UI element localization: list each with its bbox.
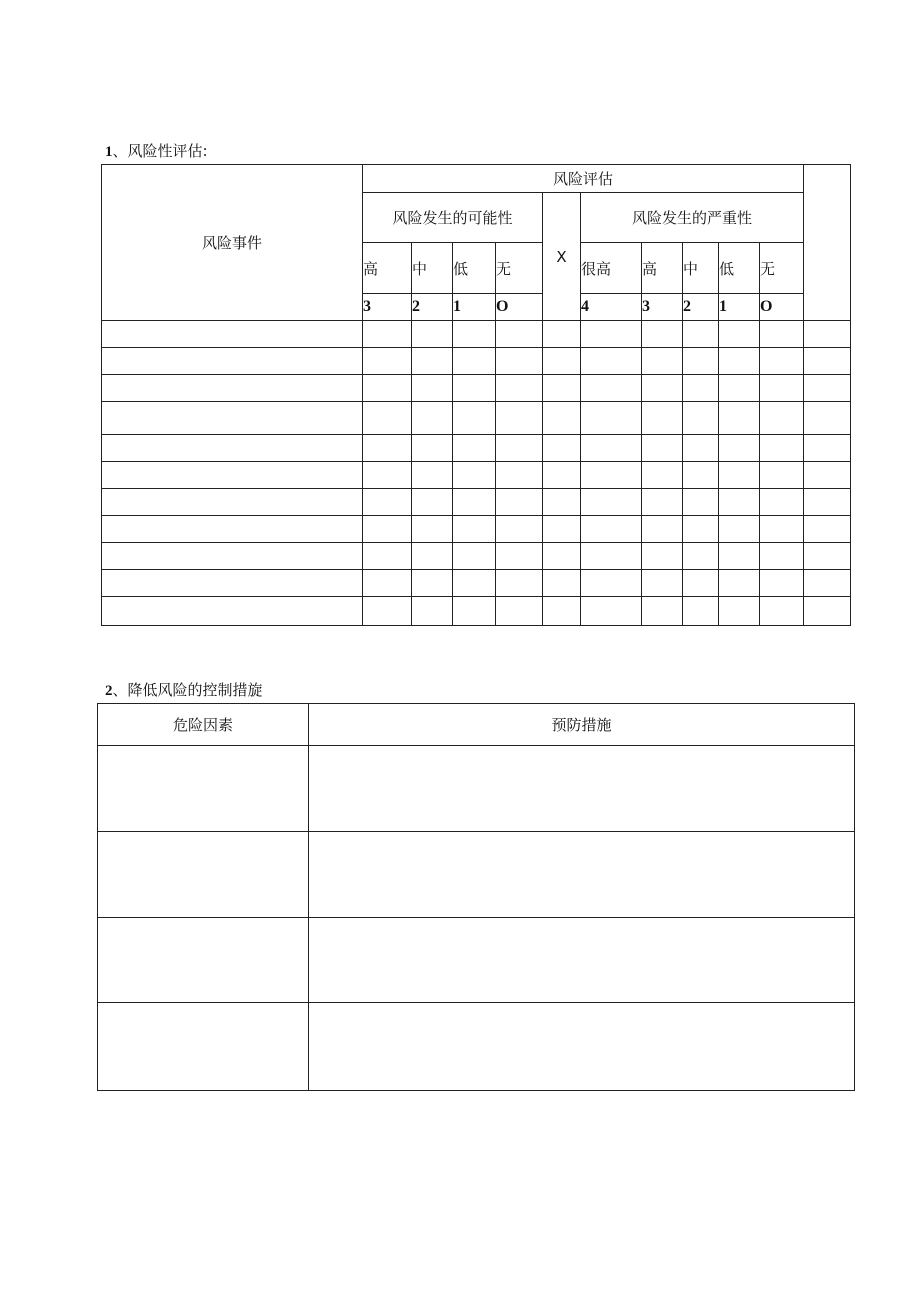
risk-score-cell[interactable] [496, 435, 543, 462]
risk-score-cell[interactable] [804, 570, 851, 597]
risk-score-cell[interactable] [412, 462, 453, 489]
risk-event-cell[interactable] [102, 435, 363, 462]
risk-score-cell[interactable] [719, 462, 760, 489]
risk-table-row [102, 570, 851, 597]
risk-table-row [102, 462, 851, 489]
risk-score-cell[interactable] [760, 570, 804, 597]
multiply-sign: X [543, 193, 581, 321]
risk-score-cell[interactable] [683, 321, 719, 348]
risk-score-cell[interactable] [683, 570, 719, 597]
risk-assessment-header: 风险评估 [363, 165, 804, 193]
risk-score-cell[interactable] [804, 375, 851, 402]
risk-score-cell[interactable] [804, 516, 851, 543]
risk-score-cell[interactable] [760, 321, 804, 348]
risk-score-cell[interactable] [543, 570, 581, 597]
risk-score-cell[interactable] [412, 348, 453, 375]
risk-score-cell[interactable] [453, 321, 496, 348]
risk-score-cell[interactable] [412, 375, 453, 402]
hazard-cell[interactable] [98, 1003, 309, 1091]
risk-score-cell[interactable] [719, 402, 760, 435]
risk-score-cell[interactable] [412, 321, 453, 348]
risk-event-cell[interactable] [102, 462, 363, 489]
risk-score-cell[interactable] [683, 489, 719, 516]
likelihood-level-0: 高 [363, 243, 412, 294]
risk-event-cell[interactable] [102, 375, 363, 402]
prevention-cell[interactable] [309, 918, 855, 1003]
prevention-cell[interactable] [309, 1003, 855, 1091]
risk-score-cell[interactable] [496, 375, 543, 402]
section1-separator: 、 [112, 142, 128, 160]
risk-score-cell[interactable] [412, 597, 453, 626]
risk-score-cell[interactable] [412, 435, 453, 462]
risk-event-cell[interactable] [102, 597, 363, 626]
risk-table-row [102, 543, 851, 570]
risk-score-cell[interactable] [719, 348, 760, 375]
risk-score-cell[interactable] [543, 462, 581, 489]
control-table-row [98, 918, 855, 1003]
likelihood-score-0: 3 [363, 294, 412, 321]
risk-score-cell[interactable] [804, 543, 851, 570]
control-table-row [98, 832, 855, 918]
section1-title-text: 风险性评估: [127, 142, 208, 160]
severity-score-1: 3 [642, 294, 683, 321]
risk-event-header: 风险事件 [102, 165, 363, 321]
severity-score-0: 4 [581, 294, 642, 321]
risk-table-row [102, 516, 851, 543]
risk-score-cell[interactable] [760, 597, 804, 626]
prevention-cell[interactable] [309, 832, 855, 918]
risk-table-row [102, 321, 851, 348]
section1-number: 1 [105, 144, 113, 160]
risk-table-row [102, 402, 851, 435]
risk-score-cell[interactable] [453, 348, 496, 375]
risk-score-cell[interactable] [412, 489, 453, 516]
risk-score-cell[interactable] [642, 402, 683, 435]
risk-score-cell[interactable] [642, 462, 683, 489]
risk-event-cell[interactable] [102, 516, 363, 543]
risk-score-cell[interactable] [363, 462, 412, 489]
risk-score-cell[interactable] [453, 516, 496, 543]
risk-score-cell[interactable] [581, 402, 642, 435]
risk-score-cell[interactable] [719, 543, 760, 570]
risk-score-cell[interactable] [543, 435, 581, 462]
section1-title [105, 142, 208, 161]
risk-score-cell[interactable] [719, 321, 760, 348]
risk-score-cell[interactable] [581, 489, 642, 516]
prevention-cell[interactable] [309, 746, 855, 832]
risk-score-cell[interactable] [453, 435, 496, 462]
risk-score-cell[interactable] [642, 435, 683, 462]
risk-event-cell[interactable] [102, 321, 363, 348]
risk-event-cell[interactable] [102, 402, 363, 435]
risk-score-cell[interactable] [363, 402, 412, 435]
risk-table-row [102, 435, 851, 462]
risk-score-cell[interactable] [719, 570, 760, 597]
likelihood-header: 风险发生的可能性 [363, 193, 543, 243]
risk-score-cell[interactable] [496, 570, 543, 597]
risk-score-cell[interactable] [496, 402, 543, 435]
prevention-column-header: 预防措施 [309, 704, 855, 746]
section2-separator: 、 [112, 681, 128, 699]
control-table-row [98, 746, 855, 832]
likelihood-score-3: O [496, 294, 543, 321]
risk-score-cell[interactable] [543, 375, 581, 402]
risk-score-cell[interactable] [760, 375, 804, 402]
risk-score-cell[interactable] [543, 402, 581, 435]
risk-score-cell[interactable] [543, 489, 581, 516]
risk-score-cell[interactable] [581, 462, 642, 489]
risk-score-cell[interactable] [719, 489, 760, 516]
risk-score-cell[interactable] [683, 462, 719, 489]
severity-score-3: 1 [719, 294, 760, 321]
severity-score-2: 2 [683, 294, 719, 321]
section2-title-text: 降低风险的控制措旋 [127, 681, 263, 699]
risk-score-cell[interactable] [543, 543, 581, 570]
risk-score-cell[interactable] [363, 489, 412, 516]
risk-score-cell[interactable] [719, 597, 760, 626]
risk-table-row [102, 375, 851, 402]
risk-score-cell[interactable] [363, 375, 412, 402]
risk-score-cell[interactable] [496, 489, 543, 516]
risk-score-cell[interactable] [581, 543, 642, 570]
risk-score-cell[interactable] [543, 348, 581, 375]
risk-assessment-table [101, 164, 851, 626]
risk-score-cell[interactable] [683, 375, 719, 402]
risk-score-cell[interactable] [363, 321, 412, 348]
risk-score-cell[interactable] [804, 321, 851, 348]
risk-score-cell[interactable] [760, 402, 804, 435]
risk-table-row [102, 489, 851, 516]
extra-column-header [804, 165, 851, 321]
risk-score-cell[interactable] [719, 435, 760, 462]
risk-score-cell[interactable] [581, 435, 642, 462]
risk-score-cell[interactable] [496, 321, 543, 348]
risk-score-cell[interactable] [543, 597, 581, 626]
risk-score-cell[interactable] [363, 570, 412, 597]
risk-score-cell[interactable] [683, 402, 719, 435]
control-table-row [98, 1003, 855, 1091]
section2-number: 2 [105, 683, 113, 699]
risk-table-row [102, 348, 851, 375]
risk-score-cell[interactable] [363, 543, 412, 570]
risk-score-cell[interactable] [683, 348, 719, 375]
risk-score-cell[interactable] [581, 570, 642, 597]
risk-score-cell[interactable] [363, 516, 412, 543]
risk-score-cell[interactable] [581, 321, 642, 348]
hazard-cell[interactable] [98, 832, 309, 918]
severity-score-4: O [760, 294, 804, 321]
risk-score-cell[interactable] [453, 570, 496, 597]
risk-score-cell[interactable] [642, 489, 683, 516]
risk-score-cell[interactable] [683, 516, 719, 543]
risk-score-cell[interactable] [804, 435, 851, 462]
risk-score-cell[interactable] [804, 348, 851, 375]
risk-score-cell[interactable] [642, 321, 683, 348]
risk-score-cell[interactable] [760, 462, 804, 489]
risk-score-cell[interactable] [804, 597, 851, 626]
severity-level-4: 无 [760, 243, 804, 294]
likelihood-score-1: 2 [412, 294, 453, 321]
risk-event-cell[interactable] [102, 570, 363, 597]
risk-score-cell[interactable] [683, 435, 719, 462]
severity-level-2: 中 [683, 243, 719, 294]
risk-score-cell[interactable] [760, 348, 804, 375]
hazard-column-header: 危险因素 [98, 704, 309, 746]
risk-score-cell[interactable] [642, 375, 683, 402]
risk-score-cell[interactable] [453, 462, 496, 489]
risk-score-cell[interactable] [683, 543, 719, 570]
severity-level-3: 低 [719, 243, 760, 294]
risk-score-cell[interactable] [642, 570, 683, 597]
risk-score-cell[interactable] [581, 597, 642, 626]
risk-score-cell[interactable] [496, 516, 543, 543]
severity-level-0: 很高 [581, 243, 642, 294]
risk-score-cell[interactable] [581, 348, 642, 375]
likelihood-score-2: 1 [453, 294, 496, 321]
risk-score-cell[interactable] [543, 516, 581, 543]
risk-score-cell[interactable] [496, 543, 543, 570]
risk-event-cell[interactable] [102, 543, 363, 570]
risk-score-cell[interactable] [642, 597, 683, 626]
hazard-cell[interactable] [98, 918, 309, 1003]
risk-score-cell[interactable] [642, 543, 683, 570]
risk-score-cell[interactable] [453, 489, 496, 516]
risk-score-cell[interactable] [496, 597, 543, 626]
risk-score-cell[interactable] [412, 402, 453, 435]
severity-header: 风险发生的严重性 [581, 193, 804, 243]
risk-event-cell[interactable] [102, 489, 363, 516]
risk-score-cell[interactable] [543, 321, 581, 348]
risk-score-cell[interactable] [760, 489, 804, 516]
risk-score-cell[interactable] [412, 570, 453, 597]
risk-score-cell[interactable] [581, 375, 642, 402]
risk-score-cell[interactable] [363, 348, 412, 375]
risk-score-cell[interactable] [760, 543, 804, 570]
risk-score-cell[interactable] [412, 516, 453, 543]
risk-score-cell[interactable] [412, 543, 453, 570]
likelihood-level-2: 低 [453, 243, 496, 294]
risk-score-cell[interactable] [760, 516, 804, 543]
risk-score-cell[interactable] [496, 462, 543, 489]
risk-score-cell[interactable] [719, 516, 760, 543]
risk-score-cell[interactable] [363, 435, 412, 462]
risk-score-cell[interactable] [760, 435, 804, 462]
likelihood-level-1: 中 [412, 243, 453, 294]
risk-score-cell[interactable] [804, 402, 851, 435]
risk-score-cell[interactable] [719, 375, 760, 402]
risk-control-table [97, 703, 855, 1091]
risk-score-cell[interactable] [453, 402, 496, 435]
section2-title [105, 681, 263, 700]
risk-event-cell[interactable] [102, 348, 363, 375]
risk-score-cell[interactable] [453, 375, 496, 402]
risk-score-cell[interactable] [642, 516, 683, 543]
risk-score-cell[interactable] [453, 543, 496, 570]
hazard-cell[interactable] [98, 746, 309, 832]
severity-level-1: 高 [642, 243, 683, 294]
risk-score-cell[interactable] [581, 516, 642, 543]
risk-score-cell[interactable] [642, 348, 683, 375]
risk-score-cell[interactable] [496, 348, 543, 375]
risk-score-cell[interactable] [804, 489, 851, 516]
likelihood-level-3: 无 [496, 243, 543, 294]
risk-score-cell[interactable] [453, 597, 496, 626]
risk-score-cell[interactable] [363, 597, 412, 626]
risk-score-cell[interactable] [804, 462, 851, 489]
risk-table-row [102, 597, 851, 626]
risk-score-cell[interactable] [683, 597, 719, 626]
